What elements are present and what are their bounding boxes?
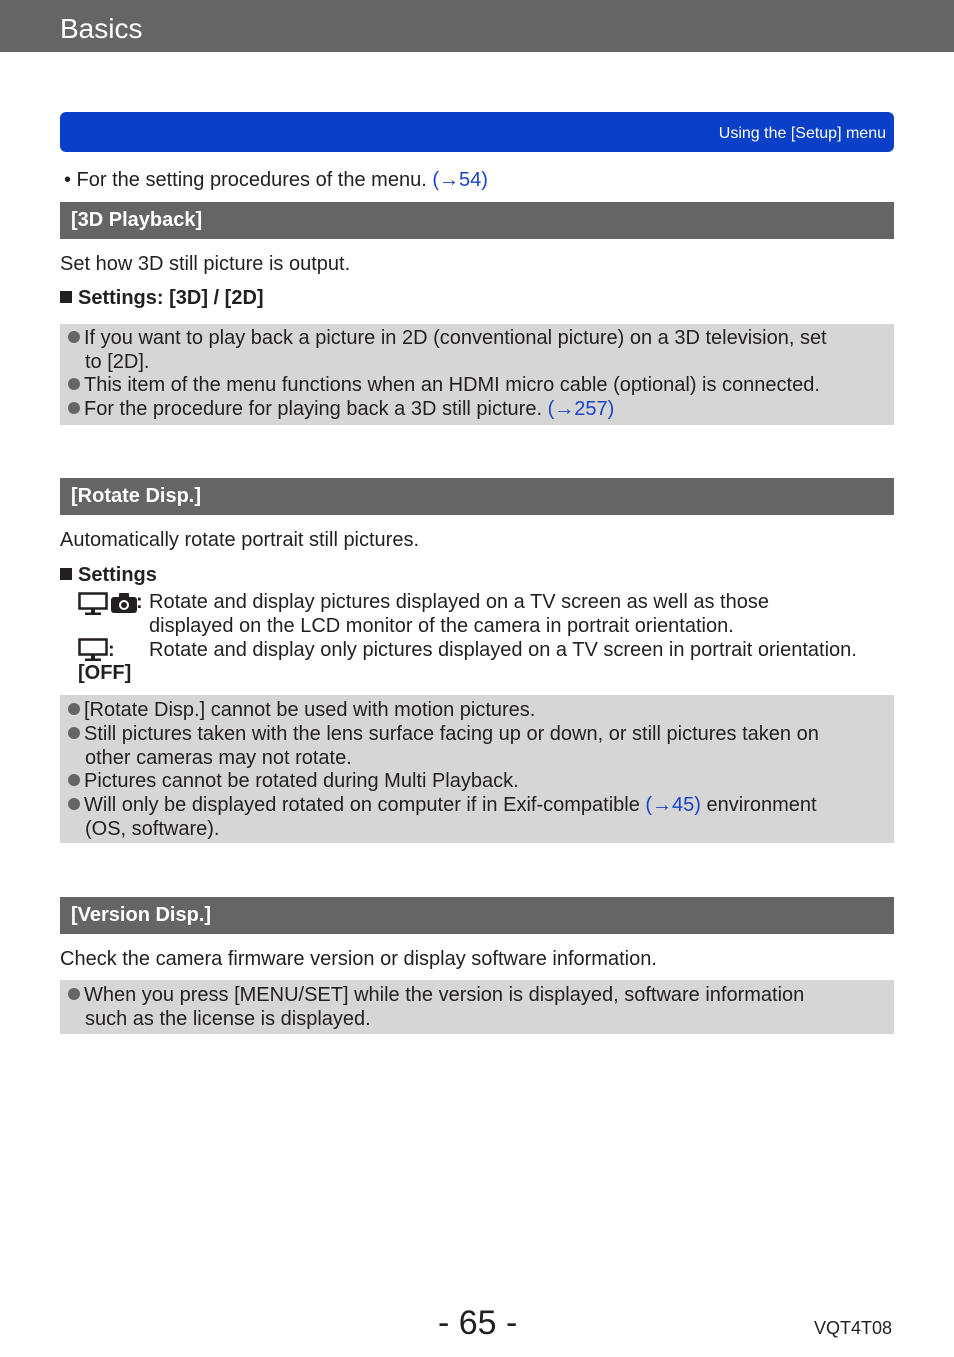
option-2-text: Rotate and display only pictures displayed on a TV screen in portrait orientation. [149, 639, 857, 661]
section-title: [3D Playback] [71, 209, 203, 231]
note-item [68, 374, 878, 398]
note-link[interactable]: (→45) [645, 794, 701, 816]
note-item [68, 723, 878, 770]
bullet-icon [68, 727, 80, 739]
bullet-icon [68, 378, 80, 390]
option-1-text-cont: displayed on the LCD monitor of the camera in portrait orientation. [149, 615, 734, 637]
page-number: - 65 - [438, 1304, 518, 1342]
settings-line [60, 286, 264, 310]
note-text-cont: to [2D]. [85, 350, 150, 373]
camera-icon [111, 593, 137, 613]
note-box-version-disp [60, 980, 894, 1034]
menu-banner [60, 112, 894, 152]
settings-line [60, 563, 157, 587]
section-title: [Rotate Disp.] [71, 485, 201, 507]
square-bullet-icon [60, 568, 72, 580]
bullet-icon [68, 988, 80, 1000]
option-1-text: Rotate and display pictures displayed on a TV screen as well as those [149, 591, 769, 613]
note-text: Will only be displayed rotated on computer if in Exif-compatible [84, 794, 646, 816]
page-section-title: Basics [60, 13, 143, 44]
intro-text: • For the setting procedures of the menu. [64, 169, 433, 191]
section-description: Automatically rotate portrait still pictures. [60, 529, 420, 551]
tv-icon [78, 592, 108, 616]
note-text-cont: other cameras may not rotate. [85, 746, 352, 769]
square-bullet-icon [60, 291, 72, 303]
top-header-bar [0, 0, 954, 52]
menu-banner-label: Using the [Setup] menu [718, 125, 886, 142]
note-text: When you press [MENU/SET] while the version is displayed, software information [84, 984, 805, 1006]
bullet-icon [68, 774, 80, 786]
note-item [68, 770, 878, 794]
section-header-rotate-disp [60, 478, 894, 515]
section-title: [Version Disp.] [71, 904, 212, 926]
note-item [68, 699, 878, 723]
option-colon: : [108, 639, 115, 661]
settings-label: Settings [78, 564, 157, 586]
bullet-icon [68, 703, 80, 715]
note-text-cont: such as the license is displayed. [85, 1007, 371, 1030]
note-text: This item of the menu functions when an HDMI micro cable (optional) is connected. [84, 374, 820, 396]
note-item [68, 984, 878, 1031]
document-code: VQT4T08 [814, 1318, 893, 1338]
bullet-icon [68, 331, 80, 343]
settings-label: Settings: [3D] / [2D] [78, 287, 264, 309]
section-header-3d-playback [60, 202, 894, 239]
note-text: If you want to play back a picture in 2D (conventional picture) on a 3D television, set [84, 327, 827, 349]
option-colon: : [136, 591, 143, 613]
intro-line [64, 168, 488, 192]
note-item [68, 327, 878, 374]
section-description: Check the camera firmware version or display software information. [60, 948, 657, 970]
note-text: [Rotate Disp.] cannot be used with motion pictures. [84, 699, 536, 721]
section-header-version-disp [60, 897, 894, 934]
option-off-label: [OFF] [78, 662, 132, 684]
section-description: Set how 3D still picture is output. [60, 253, 351, 275]
note-text-post: environment [700, 794, 817, 816]
note-item [68, 398, 878, 422]
note-box-rotate-disp [60, 695, 894, 843]
note-box-3d-playback [60, 324, 894, 425]
note-item [68, 794, 878, 841]
bullet-icon [68, 798, 80, 810]
note-text: For the procedure for playing back a 3D still picture. [84, 398, 548, 420]
note-text-cont: (OS, software). [85, 817, 220, 840]
note-text: Still pictures taken with the lens surface facing up or down, or still pictures taken on [84, 723, 819, 745]
note-link[interactable]: (→257) [547, 398, 615, 420]
note-text: Pictures cannot be rotated during Multi Playback. [84, 770, 519, 792]
intro-link[interactable]: (→54) [432, 169, 488, 191]
bullet-icon [68, 402, 80, 414]
tv-icon [78, 638, 108, 662]
